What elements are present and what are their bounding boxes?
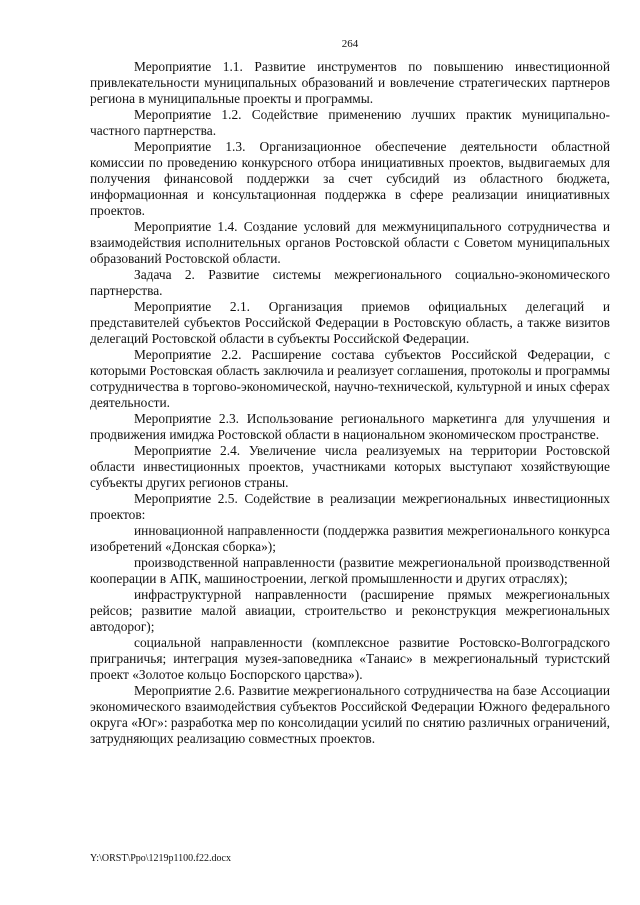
paragraph-measure-1-3: Мероприятие 1.3. Организационное обеспечение деятельности областной комиссии по проведению конкурсного отбора инициативных проектов, выдвигаемых для получения финансовой поддержки за счет субсидий из областного бюджета, информационная и консультационная поддержка в сфере реализации инициативных проектов. — [90, 139, 610, 218]
paragraph-measure-1-2: Мероприятие 1.2. Содействие применению лучших практик муниципально-частного партнерства. — [90, 107, 610, 138]
paragraph-infrastructure-direction: инфраструктурной направленности (расширение прямых межрегиональных рейсов; развитие малой авиации, строительство и реконструкция межрегиональных автодорог); — [90, 587, 610, 634]
paragraph-measure-2-5: Мероприятие 2.5. Содействие в реализации межрегиональных инвестиционных проектов: — [90, 491, 610, 522]
file-path-footer: Y:\ORST\Ppo\1219p1100.f22.docx — [90, 853, 231, 864]
paragraph-measure-1-1: Мероприятие 1.1. Развитие инструментов по повышению инвестиционной привлекательности муниципальных образований и вовлечение стратегических партнеров региона в муниципальные проекты и программы. — [90, 59, 610, 106]
paragraph-production-direction: производственной направленности (развитие межрегиональной производственной кооперации в АПК, машиностроении, легкой промышленности и других отраслях); — [90, 555, 610, 586]
paragraph-measure-1-4: Мероприятие 1.4. Создание условий для межмуниципального сотрудничества и взаимодействия исполнительных органов Ростовской области с Советом муниципальных образований Ростовской области. — [90, 219, 610, 266]
page-number: 264 — [341, 38, 359, 50]
paragraph-measure-2-2: Мероприятие 2.2. Расширение состава субъектов Российской Федерации, с которыми Ростовская область заключила и реализует соглашения, протоколы и программы сотрудничества в торгово-экономической, научно-технической, культурной и иных сферах деятельности. — [90, 347, 610, 410]
paragraph-measure-2-6: Мероприятие 2.6. Развитие межрегионального сотрудничества на базе Ассоциации экономического взаимодействия субъектов Российской Федерации Южного федерального округа «Юг»: разработка мер по консолидации усилий по снятию различных ограничений, затрудняющих реализацию совместных проектов. — [90, 683, 610, 746]
paragraph-innovation-direction: инновационной направленности (поддержка развития межрегионального конкурса изобретений «Донская сборка»); — [90, 523, 610, 554]
paragraph-task-2: Задача 2. Развитие системы межрегионального социально-экономического партнерства. — [90, 267, 610, 298]
paragraph-measure-2-3: Мероприятие 2.3. Использование регионального маркетинга для улучшения и продвижения имиджа Ростовской области в национальном экономическом пространстве. — [90, 411, 610, 442]
paragraph-measure-2-4: Мероприятие 2.4. Увеличение числа реализуемых на территории Ростовской области инвестиционных проектов, участниками которых выступают хозяйствующие субъекты других регионов страны. — [90, 443, 610, 490]
paragraph-social-direction: социальной направленности (комплексное развитие Ростовско-Волгоградского приграничья; интеграция музея-заповедника «Танаис» в межрегиональный туристский проект «Золотое кольцо Боспорского царства»). — [90, 635, 610, 682]
paragraph-measure-2-1: Мероприятие 2.1. Организация приемов официальных делегаций и представителей субъектов Российской Федерации в Ростовскую область, а также визитов делегаций Ростовской области в субъекты Российской Федерации. — [90, 299, 610, 346]
